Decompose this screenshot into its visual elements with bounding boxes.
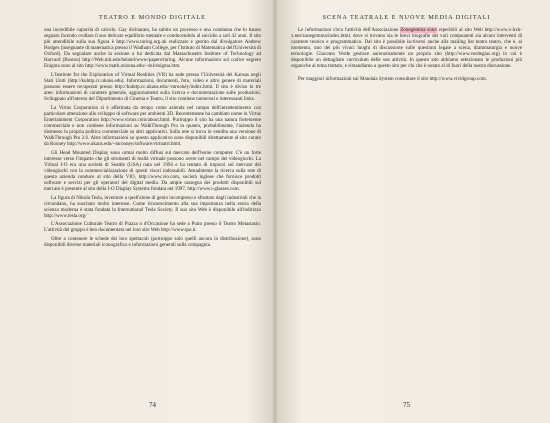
right-page-number: 75 [403,401,410,409]
paragraph: La Virtus Corporation si è affermata da tempo come azienda nel campo dell'intrattenimento con particolare attenzione allo sviluppo di software per ambienti 3D. Recentemente ha cambiato nome in Virtus Entertainment Corporation http://www.virtus.com/about.html. Purtroppo il sito ha una natura fortemente commerciale e non contiene informazioni su WalkThrough Pro in quanto, probabilmente, l'azienda ha dismesso la propria politica commerciale su altri applicativi. Sulla rete si trova in vendita una versione di WalkThrough Pro 2.6. Altre informazioni su questo applicativo sono disponibili direttamente al sito curato da Rooney http://www.ukans.edu/~mrooney/software/virtuatrr.html. [44,104,261,148]
left-page-header: TEATRO E MONDO DIGITALE [99,14,206,21]
paragraph: L'Associazione Culturale Teatro di Piazza o d'Occasione ha sede a Prato presso il Teatro Metastasio. L'attività del gruppo è ben documentata nel loro sito Web http://www.tpo.it. [44,221,261,234]
left-page [0,0,273,423]
paragraph: Gli Head Mounted Display sono ormai molto diffusi sul mercato dell'home computer. C'è un forte interesse verso l'impatto che gli strumenti di realtà virtuale possono avere nel campo dei videogiochi. La Virtual I-O era una società di Seattle (USA) nata nel 1994 e ha tentato di imporsi sul mercato dei videogiochi con la commercializzazione di questi visori indossabili. Attualmente la ricerca sulla rete di questa azienda conduce al sito della VIO, http://www.vio.com, società inglese che fornisce prodotti software e servizi per gli operatori del digital media. Da ampie rassegna dei prodotti disponibili sul mercato è presente al sito della I-O Display Systems fondata nel 1997, http://www.i-glasses.com. [44,149,261,192]
paragraph [291,27,522,69]
paragraph: L'Institute for the Exploration of Virtual Realities (VR) ha sede presso l'Università del Kansas negli Stati Uniti (http://kuhttp.cc.ukans.edu). Informazioni, documenti, foto, video e altro genere di materiali possono essere recuperati presso http://kuhttp.cc.ukans.edu/~mrooney/index.html. Il sito è diviso in tre aree: informazioni di carattere generale, aggiornamenti sulla ricerca e documentazione sulle produzioni. Sviluppato all'interno del Dipartimento di Cinema e Teatro, il sito contiene numerosi e interessanti links. [44,71,261,103]
paragraph-text: Le informazioni circa l'attività dell'Associazione [298,27,401,33]
right-page [277,0,550,423]
paragraph: una incredibile capacità di calcolo. Gay dichiarato, ha subito un processo e una condanna che lo hanno segnato facendo crollare il suo delicato equilibrio mentale e conducendolo al suicidio a soli 42 anni. Il sito più attendibile sulla sua figura è http://www.turing.org.uk realizzato e gestito dal divulgatore Andrew Hodges (insegnante di matematica presso il Wadham College, per l'Istituto di Matematica dell'Università di Oxford). Da segnalare anche la sezione a lui dedicata dal Massachusetts Institute of Technology ad Harvard (Boston) http://Web.mit.edu/beland/www/papers/turing. Alcune informazioni sul codice segreto Enigma sono al sito http://www.math.arizona.edu/~dsl/enigma.htm. [44,27,261,70]
paragraph: La figura di Nikola Tesla, inventore a quell'alone di genio incompreso e sfruttato dagli industriali che la circondano, ha suscitato molto interesse. Come riconoscimento alla sua importanza nella storia della scienza moderna è stata fondata la International Tesla Society. Il suo sito Web è disponibile all'indirizzo http://www.tesla.org/ [44,194,261,219]
paragraph-text: reperibili al sito Web http://www.x-hxh-x.net/zonegemma/index.html, dove si trovano sia le brevi biografie dei vari componenti sia alcuni interventi di carattere teorico e programmatico. Dal sito è possibile iscriversi anche alla mailing list teatro teatro, che è, al momento, uno dei più vivaci luoghi di discussione sulle questioni legate a scena, drammaturgia e nuove tecnologie. Giacomo Verde gestisce autonomamente un proprio sito (http://www.verdegiac.org) in cui è disponibile un dettagliato curriculum delle sue attività. In questo sito abbiamo selezionato le produzioni più organiche al tema trattato, e rimandiamo a questo sito per chi che è notato al di fuori della nostra discussione. [291,27,522,70]
left-page-body [44,27,261,248]
right-page-body [291,27,522,82]
left-page-number: 74 [149,401,156,409]
right-page-header: SCENA TEATRALE E NUOVE MEDIA DIGITALI [322,14,491,21]
paragraph: Per maggiori informazioni sul Mandala System consultare il sito http://www.vividgroup.com. [298,76,487,83]
highlighted-text: Zonegemma sono [400,27,437,33]
paragraph: Oltre a contenere le schede dei loro spettacoli (purtroppo solo quelli ancora in distribuzione), sono disponibili diverse materiali iconografico e informazioni generali sulla compagnia. [44,236,261,249]
